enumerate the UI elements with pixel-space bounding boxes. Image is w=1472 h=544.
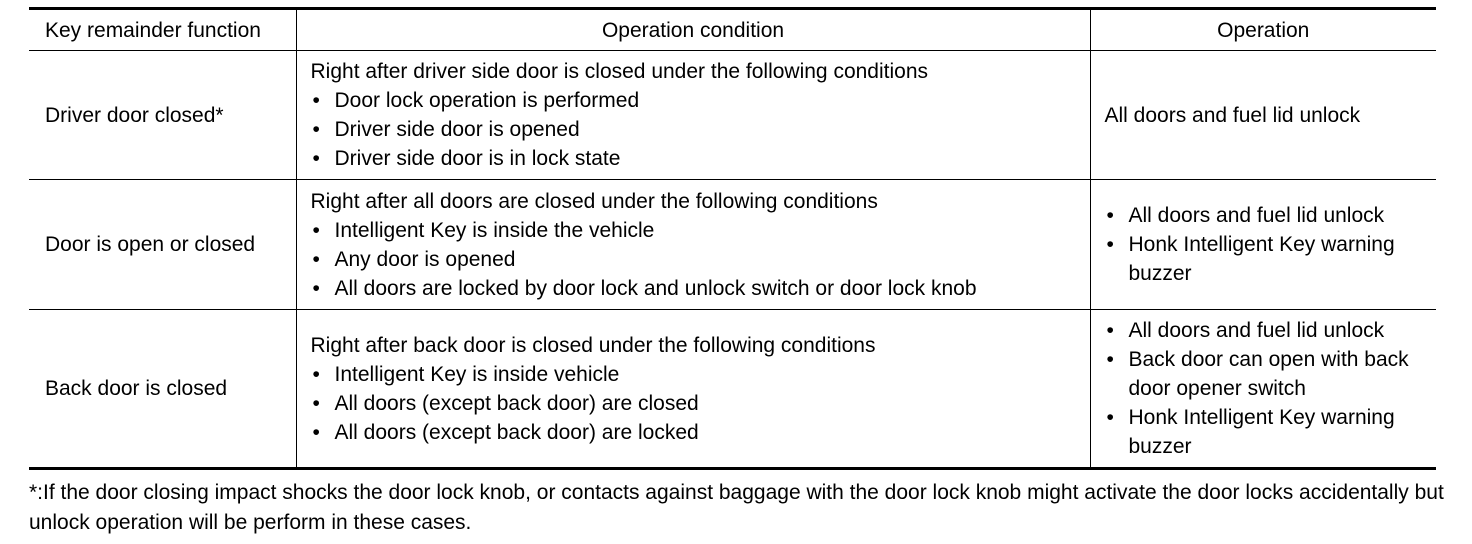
operation-cell — [1090, 51, 1436, 180]
condition-cell — [296, 51, 1090, 180]
condition-intro: Right after all doors are closed under the following conditions — [310, 189, 878, 213]
condition-cell — [296, 180, 1090, 310]
condition-intro: Right after driver side door is closed under the following conditions — [310, 60, 929, 83]
condition-cell — [296, 310, 1090, 469]
header-key-remainder-function: Key remainder function — [29, 9, 296, 51]
condition-item: • Driver side door is opened — [311, 115, 1076, 144]
condition-item: • All doors are locked by door lock and unlock switch or door lock knob — [311, 274, 1076, 303]
key-reminder-table — [29, 7, 1436, 470]
function-cell: Driver door closed* — [29, 51, 296, 180]
condition-item: • Driver side door is in lock state — [311, 144, 1076, 173]
condition-item: • All doors (except back door) are closed — [311, 389, 1076, 418]
operation-cell — [1090, 180, 1436, 310]
operation-list — [1105, 201, 1423, 288]
operation-item: • Back door can open with back door opener switch — [1105, 345, 1423, 403]
operation-text: All doors and fuel lid unlock — [1104, 103, 1361, 127]
condition-item: • Any door is opened — [311, 245, 1076, 274]
footnote: *:If the door closing impact shocks the door lock knob, or contacts against baggage with the door lock knob might activate the door locks accidentally but unlock operation will be perform in these cases. — [29, 481, 1444, 534]
condition-item: • Intelligent Key is inside vehicle — [311, 360, 1076, 389]
header-operation-condition: Operation condition — [296, 9, 1090, 51]
table-row — [29, 180, 1436, 310]
condition-list — [311, 360, 1076, 447]
operation-item: • All doors and fuel lid unlock — [1105, 316, 1423, 345]
function-cell: Back door is closed — [29, 310, 296, 469]
function-cell: Door is open or closed — [29, 180, 296, 310]
condition-item: • Intelligent Key is inside the vehicle — [311, 216, 1076, 245]
header-operation: Operation — [1090, 9, 1436, 51]
condition-intro: Right after back door is closed under the following conditions — [310, 333, 876, 357]
operation-item: • Honk Intelligent Key warning buzzer — [1105, 403, 1423, 461]
condition-item: • Door lock operation is performed — [311, 86, 1076, 115]
operation-list — [1105, 316, 1423, 461]
operation-item: • All doors and fuel lid unlock — [1105, 201, 1423, 230]
condition-list — [311, 216, 1076, 303]
condition-list — [311, 86, 1076, 173]
operation-cell — [1090, 310, 1436, 469]
table-row — [29, 310, 1436, 469]
condition-item: • All doors (except back door) are locked — [311, 418, 1076, 447]
table-header-row — [29, 9, 1436, 51]
operation-item: • Honk Intelligent Key warning buzzer — [1105, 230, 1423, 288]
table-row — [29, 51, 1436, 180]
